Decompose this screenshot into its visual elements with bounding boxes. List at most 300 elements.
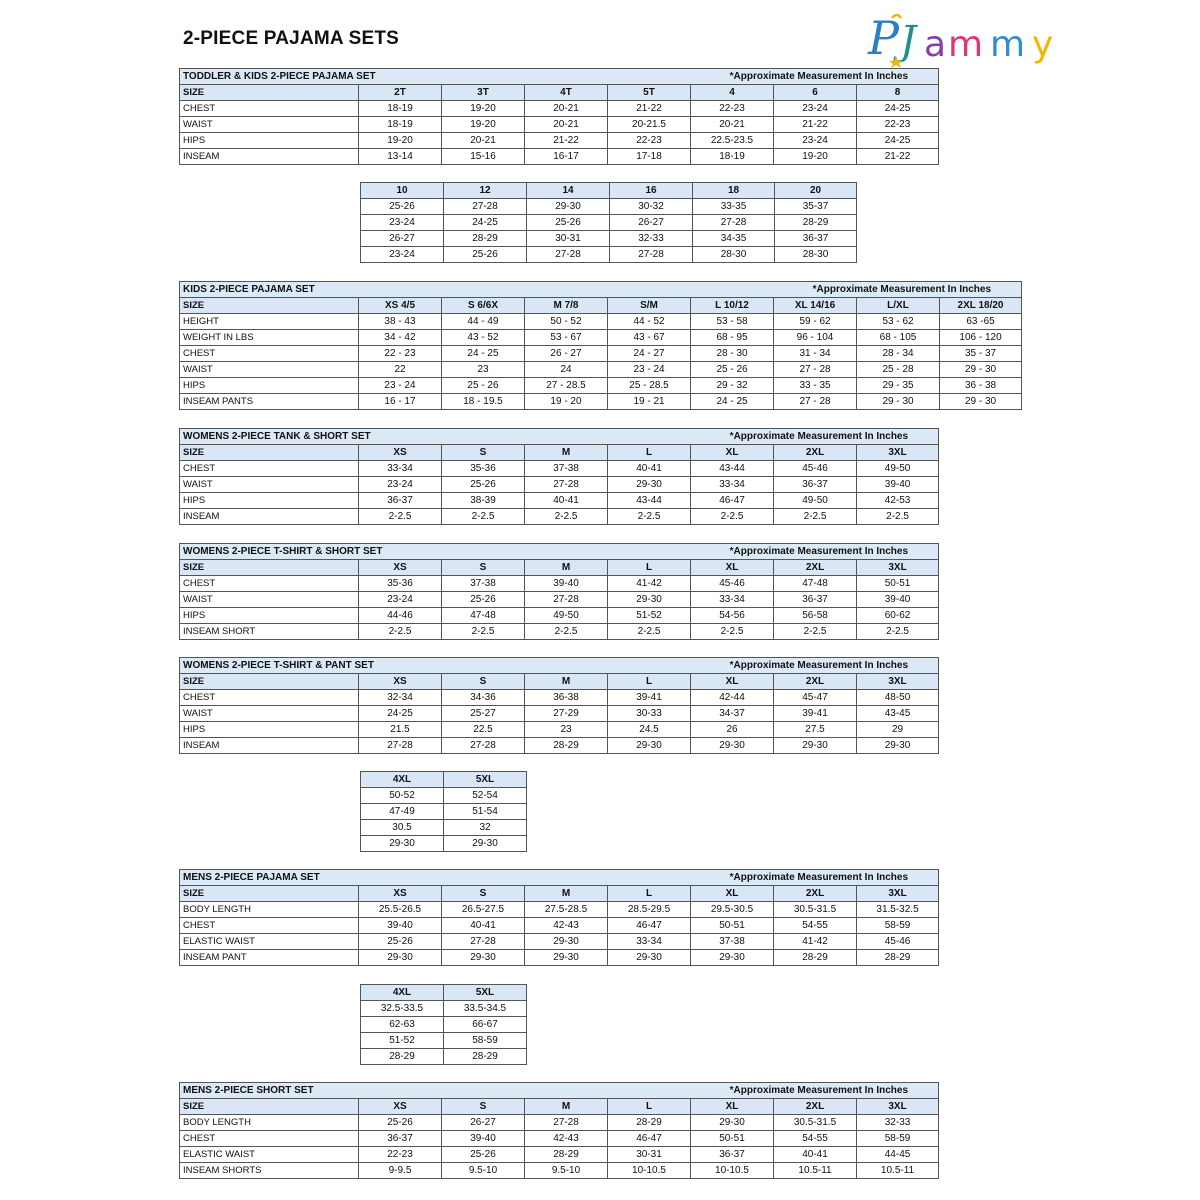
measurement-cell: 36-37: [774, 477, 857, 493]
table-row: [361, 804, 527, 820]
measurement-cell: 31.5-32.5: [857, 902, 939, 918]
measurement-cell: 23-24: [361, 247, 444, 263]
measurement-cell: 96 - 104: [774, 330, 857, 346]
size-table-womens-tshirt-short: [179, 543, 939, 640]
measurement-cell: 26 - 27: [525, 346, 608, 362]
table-row: [180, 592, 939, 608]
measurement-cell: 22-23: [359, 1147, 442, 1163]
table-title-row: [180, 544, 939, 560]
table-row: [361, 1049, 527, 1065]
measurement-cell: 29.5-30.5: [691, 902, 774, 918]
table-row: [361, 215, 857, 231]
measurement-cell: 18 - 19.5: [442, 394, 525, 410]
size-header-cell: 3XL: [857, 445, 939, 461]
measurement-cell: 26.5-27.5: [442, 902, 525, 918]
table-row: [180, 934, 939, 950]
table-title: KIDS 2-PIECE PAJAMA SET: [180, 282, 691, 298]
measurement-cell: 28-29: [361, 1049, 444, 1065]
measurement-cell: 15-16: [442, 149, 525, 165]
measurement-cell: 52-54: [444, 788, 527, 804]
measurement-note: *Approximate Measurement In Inches: [608, 1083, 939, 1099]
svg-text:y: y: [1032, 24, 1054, 65]
table-header-row: [180, 1099, 939, 1115]
size-header-cell: 2XL: [774, 886, 857, 902]
measurement-cell: 29 - 30: [857, 394, 940, 410]
measurement-cell: 20-21: [691, 117, 774, 133]
measurement-cell: 30-31: [527, 231, 610, 247]
measurement-cell: 29-30: [857, 738, 939, 754]
size-header-cell: XS: [359, 674, 442, 690]
size-header-cell: 3XL: [857, 674, 939, 690]
svg-text:a: a: [924, 24, 947, 65]
measurement-cell: 2-2.5: [857, 509, 939, 525]
measurement-cell: 17-18: [608, 149, 691, 165]
measurement-cell: 23 - 24: [608, 362, 691, 378]
table-row: [361, 1033, 527, 1049]
measurement-cell: 22-23: [608, 133, 691, 149]
size-header-cell: 4XL: [361, 985, 444, 1001]
table-title-row: [180, 282, 1022, 298]
measurement-cell: 2-2.5: [608, 624, 691, 640]
table-row: [180, 117, 939, 133]
measurement-cell: 19-20: [442, 117, 525, 133]
table-row: [180, 1131, 939, 1147]
table-row: [361, 820, 527, 836]
measurement-cell: 28-29: [608, 1115, 691, 1131]
measurement-cell: 34-37: [691, 706, 774, 722]
measurement-cell: 24-25: [359, 706, 442, 722]
table-row: [180, 509, 939, 525]
table-title-row: [180, 69, 939, 85]
measurement-cell: 37-38: [442, 576, 525, 592]
measurement-cell: 50-52: [361, 788, 444, 804]
table-row: [180, 624, 939, 640]
table-title-row: [180, 870, 939, 886]
measurement-cell: 24 - 25: [691, 394, 774, 410]
measurement-cell: 29-30: [608, 592, 691, 608]
measurement-cell: 53 - 67: [525, 330, 608, 346]
measurement-note: *Approximate Measurement In Inches: [608, 69, 939, 85]
measurement-cell: 33-34: [359, 461, 442, 477]
measurement-cell: 33-34: [608, 934, 691, 950]
table-header-row: [180, 886, 939, 902]
measurement-cell: 10.5-11: [774, 1163, 857, 1179]
measurement-cell: 19 - 21: [608, 394, 691, 410]
measurement-cell: 44-45: [857, 1147, 939, 1163]
measurement-cell: 39-40: [442, 1131, 525, 1147]
measurement-cell: 28-29: [444, 231, 527, 247]
table-row: [180, 1147, 939, 1163]
measurement-cell: 44 - 52: [608, 314, 691, 330]
measurement-cell: 23-24: [359, 477, 442, 493]
row-label: CHEST: [180, 461, 359, 477]
measurement-note: *Approximate Measurement In Inches: [608, 870, 939, 886]
size-header-cell: S: [442, 560, 525, 576]
size-label: SIZE: [180, 85, 359, 101]
measurement-cell: 30.5-31.5: [774, 1115, 857, 1131]
measurement-cell: 51-52: [361, 1033, 444, 1049]
measurement-cell: 2-2.5: [525, 509, 608, 525]
measurement-cell: 19 - 20: [525, 394, 608, 410]
table-row: [180, 394, 1022, 410]
measurement-cell: 27-28: [525, 477, 608, 493]
table-header-row: [180, 85, 939, 101]
measurement-cell: 58-59: [857, 918, 939, 934]
measurement-cell: 29-30: [691, 738, 774, 754]
measurement-cell: 28-29: [775, 215, 857, 231]
table-title: WOMENS 2-PIECE T-SHIRT & PANT SET: [180, 658, 608, 674]
size-label: SIZE: [180, 445, 359, 461]
measurement-cell: 29-30: [525, 934, 608, 950]
size-header-cell: M: [525, 674, 608, 690]
table-row: [361, 231, 857, 247]
measurement-cell: 60-62: [857, 608, 939, 624]
measurement-cell: 51-52: [608, 608, 691, 624]
measurement-cell: 24: [525, 362, 608, 378]
measurement-cell: 56-58: [774, 608, 857, 624]
measurement-cell: 24-25: [857, 133, 939, 149]
measurement-cell: 21-22: [857, 149, 939, 165]
table-title-row: [180, 1083, 939, 1099]
table-row: [361, 1017, 527, 1033]
size-label: SIZE: [180, 674, 359, 690]
size-header-cell: S: [442, 445, 525, 461]
measurement-cell: 39-40: [525, 576, 608, 592]
table-row: [180, 362, 1022, 378]
row-label: INSEAM PANT: [180, 950, 359, 966]
measurement-cell: 40-41: [525, 493, 608, 509]
measurement-cell: 35-37: [775, 199, 857, 215]
measurement-cell: 23-24: [774, 133, 857, 149]
size-table-womens-tank-short: [179, 428, 939, 525]
measurement-cell: 29-30: [691, 1115, 774, 1131]
measurement-cell: 25-26: [361, 199, 444, 215]
measurement-cell: 2-2.5: [691, 509, 774, 525]
measurement-cell: 2-2.5: [691, 624, 774, 640]
measurement-cell: 10.5-11: [857, 1163, 939, 1179]
measurement-cell: 18-19: [359, 117, 442, 133]
measurement-cell: 26-27: [361, 231, 444, 247]
size-header-cell: L 10/12: [691, 298, 774, 314]
row-label: CHEST: [180, 1131, 359, 1147]
table-row: [180, 950, 939, 966]
measurement-cell: 29-30: [691, 950, 774, 966]
measurement-cell: 22.5: [442, 722, 525, 738]
table-row: [180, 133, 939, 149]
measurement-cell: 25.5-26.5: [359, 902, 442, 918]
measurement-cell: 28-30: [775, 247, 857, 263]
size-header-cell: 18: [693, 183, 775, 199]
size-table-mens-pajama: [179, 869, 939, 966]
measurement-cell: 29: [857, 722, 939, 738]
size-label: SIZE: [180, 1099, 359, 1115]
measurement-cell: 32-33: [857, 1115, 939, 1131]
table-row: [180, 722, 939, 738]
measurement-cell: 45-46: [857, 934, 939, 950]
table-title: WOMENS 2-PIECE TANK & SHORT SET: [180, 429, 608, 445]
size-header-cell: S/M: [608, 298, 691, 314]
row-label: CHEST: [180, 101, 359, 117]
measurement-cell: 9-9.5: [359, 1163, 442, 1179]
measurement-cell: 34-35: [693, 231, 775, 247]
table-title: TODDLER & KIDS 2-PIECE PAJAMA SET: [180, 69, 608, 85]
row-label: INSEAM: [180, 738, 359, 754]
table-row: [361, 247, 857, 263]
measurement-cell: 58-59: [444, 1033, 527, 1049]
measurement-cell: 44-46: [359, 608, 442, 624]
size-header-cell: M: [525, 886, 608, 902]
measurement-cell: 29-30: [774, 738, 857, 754]
table-row: [180, 902, 939, 918]
size-header-cell: L/XL: [857, 298, 940, 314]
row-label: HEIGHT: [180, 314, 359, 330]
size-header-cell: XL: [691, 674, 774, 690]
row-label: INSEAM: [180, 509, 359, 525]
measurement-cell: 24-25: [857, 101, 939, 117]
measurement-cell: 28-29: [857, 950, 939, 966]
measurement-cell: 2-2.5: [359, 509, 442, 525]
measurement-cell: 43-44: [608, 493, 691, 509]
measurement-cell: 29-30: [608, 950, 691, 966]
row-label: CHEST: [180, 576, 359, 592]
measurement-cell: 43-45: [857, 706, 939, 722]
measurement-cell: 27-28: [525, 1115, 608, 1131]
measurement-cell: 42-44: [691, 690, 774, 706]
measurement-cell: 54-56: [691, 608, 774, 624]
size-header-cell: 4XL: [361, 772, 444, 788]
measurement-cell: 27 - 28: [774, 362, 857, 378]
size-header-cell: 10: [361, 183, 444, 199]
measurement-cell: 31 - 34: [774, 346, 857, 362]
table-row: [180, 738, 939, 754]
size-header-cell: 4T: [525, 85, 608, 101]
measurement-cell: 48-50: [857, 690, 939, 706]
table-row: [361, 836, 527, 852]
pjammy-logo: [862, 4, 1077, 68]
table-header-row: [361, 772, 527, 788]
measurement-cell: 25-26: [442, 1147, 525, 1163]
measurement-cell: 2-2.5: [857, 624, 939, 640]
row-label: WEIGHT IN LBS: [180, 330, 359, 346]
table-row: [180, 608, 939, 624]
measurement-cell: 28-29: [444, 1049, 527, 1065]
measurement-cell: 50 - 52: [525, 314, 608, 330]
measurement-cell: 41-42: [608, 576, 691, 592]
measurement-cell: 29-30: [527, 199, 610, 215]
measurement-cell: 50-51: [691, 918, 774, 934]
size-header-cell: 12: [444, 183, 527, 199]
measurement-cell: 29-30: [525, 950, 608, 966]
measurement-cell: 25-27: [442, 706, 525, 722]
table-title-row: [180, 658, 939, 674]
measurement-cell: 2-2.5: [525, 624, 608, 640]
size-header-cell: XL: [691, 445, 774, 461]
size-header-cell: M: [525, 560, 608, 576]
measurement-cell: 32.5-33.5: [361, 1001, 444, 1017]
table-row: [180, 346, 1022, 362]
size-header-cell: XL: [691, 560, 774, 576]
size-header-cell: S: [442, 1099, 525, 1115]
measurement-cell: 45-47: [774, 690, 857, 706]
size-label: SIZE: [180, 886, 359, 902]
measurement-cell: 29-30: [442, 950, 525, 966]
measurement-cell: 51-54: [444, 804, 527, 820]
size-header-cell: S: [442, 674, 525, 690]
measurement-cell: 106 - 120: [940, 330, 1022, 346]
measurement-cell: 43 - 67: [608, 330, 691, 346]
size-header-cell: 2T: [359, 85, 442, 101]
size-header-cell: 5XL: [444, 985, 527, 1001]
measurement-cell: 36-37: [359, 493, 442, 509]
row-label: WAIST: [180, 362, 359, 378]
size-table-toddler-kids-extended: [360, 182, 857, 263]
row-label: INSEAM PANTS: [180, 394, 359, 410]
measurement-note: *Approximate Measurement In Inches: [608, 658, 939, 674]
measurement-cell: 28-29: [525, 738, 608, 754]
measurement-cell: 29-30: [444, 836, 527, 852]
measurement-cell: 54-55: [774, 918, 857, 934]
measurement-cell: 42-43: [525, 1131, 608, 1147]
svg-text:P: P: [868, 11, 899, 65]
measurement-cell: 42-53: [857, 493, 939, 509]
measurement-cell: 25-26: [444, 247, 527, 263]
svg-text:J: J: [900, 18, 917, 64]
row-label: HIPS: [180, 493, 359, 509]
measurement-cell: 29-30: [361, 836, 444, 852]
size-header-cell: L: [608, 886, 691, 902]
measurement-cell: 46-47: [608, 1131, 691, 1147]
size-header-cell: XL: [691, 886, 774, 902]
size-table-kids: [179, 281, 1022, 410]
table-row: [180, 706, 939, 722]
measurement-cell: 44 - 49: [442, 314, 525, 330]
table-row: [180, 918, 939, 934]
size-header-cell: 3XL: [857, 560, 939, 576]
measurement-cell: 36-37: [691, 1147, 774, 1163]
measurement-cell: 39-41: [608, 690, 691, 706]
measurement-cell: 47-48: [774, 576, 857, 592]
measurement-cell: 19-20: [442, 101, 525, 117]
measurement-cell: 62-63: [361, 1017, 444, 1033]
measurement-cell: 23-24: [359, 592, 442, 608]
measurement-note: *Approximate Measurement In Inches: [691, 282, 1022, 298]
measurement-cell: 30-32: [610, 199, 693, 215]
measurement-cell: 28 - 34: [857, 346, 940, 362]
row-label: WAIST: [180, 706, 359, 722]
measurement-cell: 24 - 25: [442, 346, 525, 362]
size-table-womens-tshirt-pant: [179, 657, 939, 754]
measurement-cell: 27-29: [525, 706, 608, 722]
measurement-cell: 53 - 62: [857, 314, 940, 330]
measurement-cell: 30.5-31.5: [774, 902, 857, 918]
size-table-toddler-kids: [179, 68, 939, 165]
measurement-cell: 54-55: [774, 1131, 857, 1147]
measurement-cell: 23-24: [774, 101, 857, 117]
measurement-cell: 19-20: [774, 149, 857, 165]
measurement-cell: 21-22: [608, 101, 691, 117]
size-header-cell: XS 4/5: [359, 298, 442, 314]
measurement-cell: 49-50: [857, 461, 939, 477]
size-header-cell: 2XL: [774, 445, 857, 461]
measurement-cell: 27-28: [442, 738, 525, 754]
measurement-cell: 47-49: [361, 804, 444, 820]
measurement-cell: 23 - 24: [359, 378, 442, 394]
table-row: [361, 1001, 527, 1017]
measurement-cell: 29 - 32: [691, 378, 774, 394]
table-row: [180, 576, 939, 592]
measurement-cell: 63 -65: [940, 314, 1022, 330]
measurement-cell: 9.5-10: [525, 1163, 608, 1179]
measurement-cell: 2-2.5: [442, 509, 525, 525]
measurement-cell: 37-38: [691, 934, 774, 950]
measurement-cell: 36-37: [774, 592, 857, 608]
measurement-cell: 50-51: [857, 576, 939, 592]
measurement-cell: 28 - 30: [691, 346, 774, 362]
measurement-cell: 19-20: [359, 133, 442, 149]
row-label: HIPS: [180, 608, 359, 624]
size-header-cell: 16: [610, 183, 693, 199]
measurement-cell: 46-47: [691, 493, 774, 509]
row-label: INSEAM SHORT: [180, 624, 359, 640]
table-header-row: [180, 560, 939, 576]
measurement-cell: 43 - 52: [442, 330, 525, 346]
size-header-cell: 3XL: [857, 886, 939, 902]
measurement-cell: 39-41: [774, 706, 857, 722]
measurement-cell: 66-67: [444, 1017, 527, 1033]
row-label: CHEST: [180, 346, 359, 362]
measurement-cell: 34-36: [442, 690, 525, 706]
row-label: WAIST: [180, 117, 359, 133]
measurement-cell: 68 - 105: [857, 330, 940, 346]
table-row: [361, 199, 857, 215]
size-table-mens-pajama-extended: [360, 984, 527, 1065]
size-header-cell: 4: [691, 85, 774, 101]
measurement-cell: 18-19: [359, 101, 442, 117]
measurement-cell: 38-39: [442, 493, 525, 509]
measurement-cell: 29-30: [608, 738, 691, 754]
measurement-cell: 35 - 37: [940, 346, 1022, 362]
size-header-cell: 5XL: [444, 772, 527, 788]
measurement-cell: 23: [442, 362, 525, 378]
size-header-cell: 5T: [608, 85, 691, 101]
size-header-cell: 3XL: [857, 1099, 939, 1115]
measurement-cell: 32: [444, 820, 527, 836]
measurement-cell: 18-19: [691, 149, 774, 165]
measurement-cell: 25-26: [359, 934, 442, 950]
table-row: [180, 149, 939, 165]
measurement-cell: 28-30: [693, 247, 775, 263]
measurement-cell: 59 - 62: [774, 314, 857, 330]
measurement-cell: 29 - 30: [940, 394, 1022, 410]
measurement-cell: 40-41: [774, 1147, 857, 1163]
measurement-cell: 21-22: [525, 133, 608, 149]
measurement-cell: 22.5-23.5: [691, 133, 774, 149]
size-table-mens-short: [179, 1082, 939, 1179]
measurement-cell: 20-21: [442, 133, 525, 149]
measurement-cell: 30-31: [608, 1147, 691, 1163]
measurement-cell: 46-47: [608, 918, 691, 934]
measurement-cell: 34 - 42: [359, 330, 442, 346]
row-label: HIPS: [180, 722, 359, 738]
table-row: [180, 330, 1022, 346]
table-title: MENS 2-PIECE SHORT SET: [180, 1083, 608, 1099]
measurement-cell: 33-35: [693, 199, 775, 215]
size-table-womens-tshirt-pant-extended: [360, 771, 527, 852]
measurement-cell: 27-28: [527, 247, 610, 263]
measurement-cell: 53 - 58: [691, 314, 774, 330]
measurement-cell: 2-2.5: [442, 624, 525, 640]
size-header-cell: XL: [691, 1099, 774, 1115]
